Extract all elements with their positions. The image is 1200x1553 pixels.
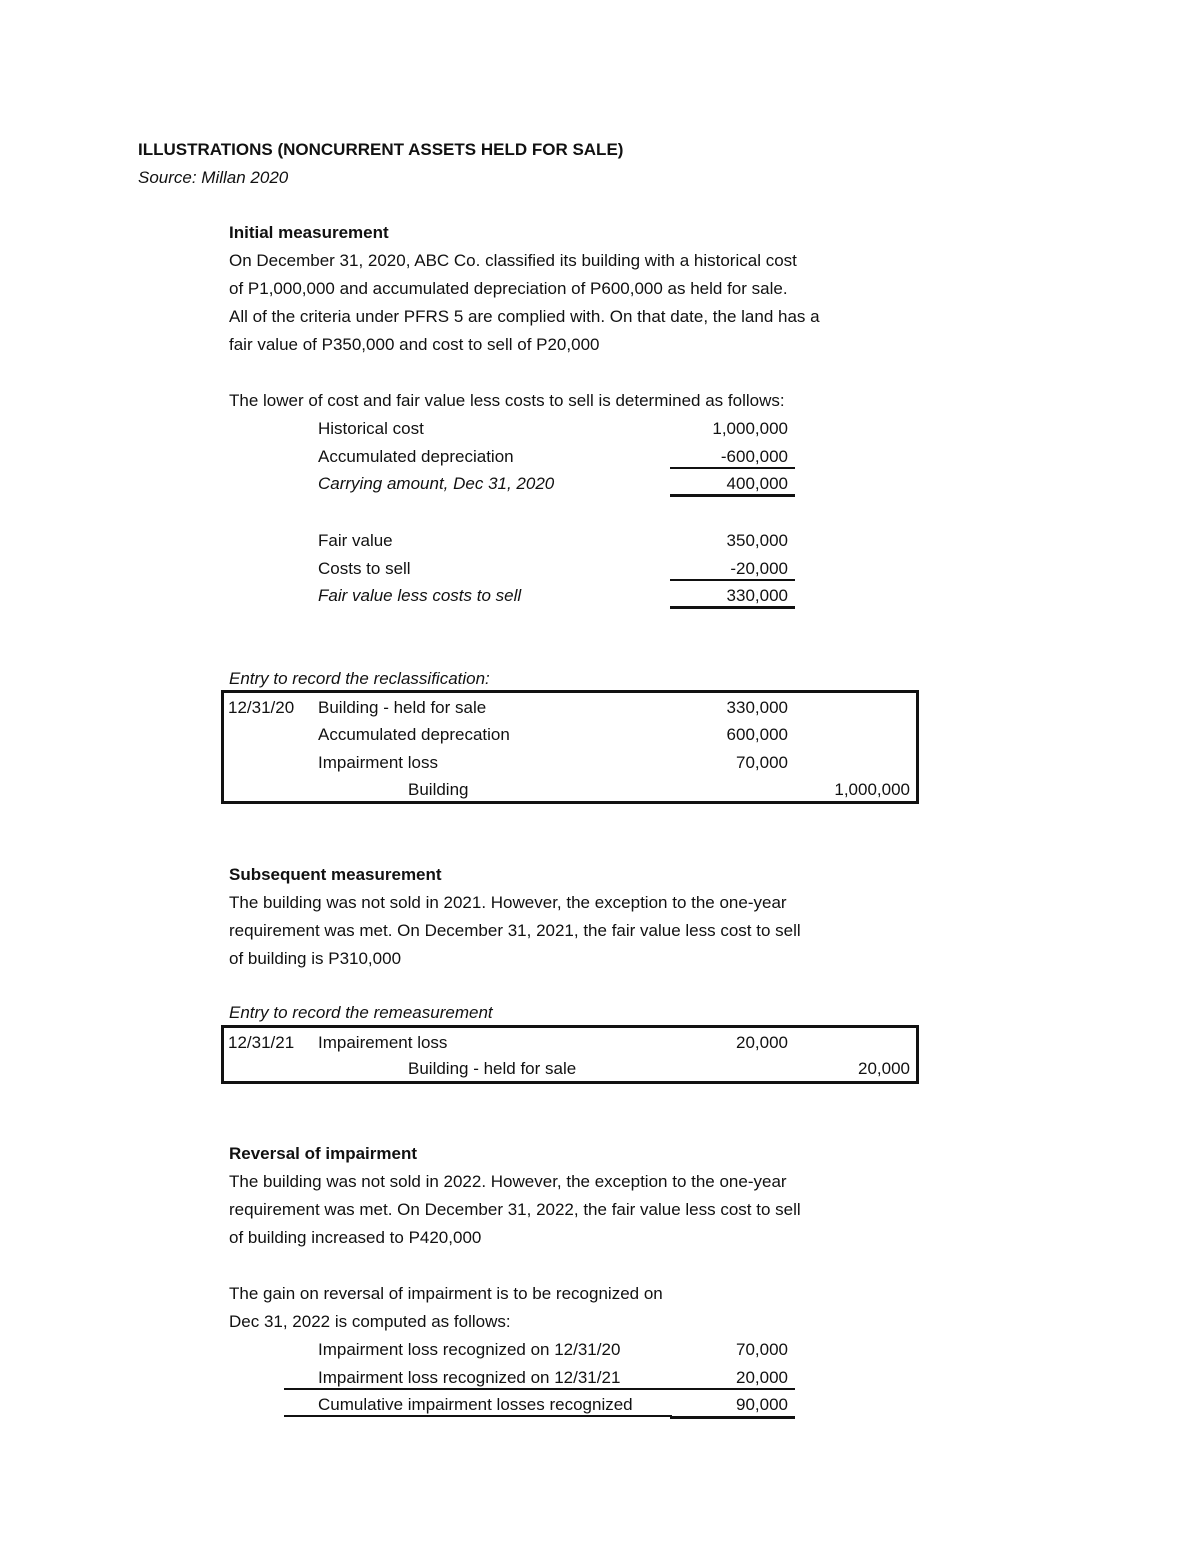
entry-date: 12/31/20 bbox=[228, 698, 295, 717]
entry-credit: 20,000 bbox=[858, 1059, 910, 1078]
entry-date: 12/31/21 bbox=[228, 1033, 295, 1052]
section-heading-reversal: Reversal of impairment bbox=[229, 1144, 418, 1163]
entry-credit: 1,000,000 bbox=[834, 780, 910, 799]
double-underline bbox=[670, 1416, 795, 1419]
paragraph-line: requirement was met. On December 31, 2022, the fair value less cost to sell bbox=[229, 1200, 801, 1219]
calc-label-historical-cost: Historical cost bbox=[318, 419, 424, 438]
calc-value-accum-depreciation: -600,000 bbox=[720, 447, 788, 466]
calc-value-fv-less-cts: 330,000 bbox=[726, 586, 788, 605]
calc-label-costs-to-sell: Costs to sell bbox=[318, 559, 411, 578]
entry-debit: 20,000 bbox=[736, 1033, 788, 1052]
entry-debit: 600,000 bbox=[726, 725, 788, 744]
calc-intro: The lower of cost and fair value less costs to sell is determined as follows: bbox=[229, 391, 785, 410]
paragraph-line: of P1,000,000 and accumulated depreciation of P600,000 as held for sale. bbox=[229, 279, 788, 298]
single-underline bbox=[670, 467, 795, 469]
calc-value-impairment-2020: 70,000 bbox=[736, 1340, 788, 1359]
entry-debit: 70,000 bbox=[736, 753, 788, 772]
section-heading-initial: Initial measurement bbox=[229, 223, 389, 242]
calc-value-impairment-2021: 20,000 bbox=[736, 1368, 788, 1387]
paragraph-line: The gain on reversal of impairment is to be recognized on bbox=[229, 1284, 663, 1303]
calc-value-cumulative: 90,000 bbox=[736, 1395, 788, 1414]
single-underline bbox=[284, 1388, 795, 1390]
document-title: ILLUSTRATIONS (NONCURRENT ASSETS HELD FOR SALE) bbox=[138, 140, 624, 159]
entry-title-remeasurement: Entry to record the remeasurement bbox=[229, 1003, 493, 1022]
calc-label-accum-depreciation: Accumulated depreciation bbox=[318, 447, 514, 466]
calc-value-carrying-amount: 400,000 bbox=[726, 474, 788, 493]
paragraph-line: On December 31, 2020, ABC Co. classified its building with a historical cost bbox=[229, 251, 797, 270]
paragraph-line: requirement was met. On December 31, 2021, the fair value less cost to sell bbox=[229, 921, 801, 940]
calc-label-fair-value: Fair value bbox=[318, 531, 393, 550]
section-heading-subsequent: Subsequent measurement bbox=[229, 865, 442, 884]
entry-account: Impairment loss bbox=[318, 753, 438, 772]
paragraph-line: All of the criteria under PFRS 5 are complied with. On that date, the land has a bbox=[229, 307, 820, 326]
double-underline bbox=[670, 494, 795, 497]
calc-value-costs-to-sell: -20,000 bbox=[730, 559, 788, 578]
calc-label-impairment-2021: Impairment loss recognized on 12/31/21 bbox=[318, 1368, 621, 1387]
calc-label-fv-less-cts: Fair value less costs to sell bbox=[318, 586, 522, 605]
entry-account: Building - held for sale bbox=[318, 698, 487, 717]
calc-value-fair-value: 350,000 bbox=[726, 531, 788, 550]
paragraph-line: The building was not sold in 2022. However, the exception to the one-year bbox=[229, 1172, 787, 1191]
entry-account-credit: Building bbox=[408, 780, 469, 799]
calc-value-historical-cost: 1,000,000 bbox=[712, 419, 788, 438]
paragraph-line: The building was not sold in 2021. However, the exception to the one-year bbox=[229, 893, 787, 912]
paragraph-line: fair value of P350,000 and cost to sell of P20,000 bbox=[229, 335, 600, 354]
entry-account: Accumulated deprecation bbox=[318, 725, 510, 744]
entry-account-credit: Building - held for sale bbox=[408, 1059, 577, 1078]
entry-account: Impairement loss bbox=[318, 1033, 448, 1052]
single-underline bbox=[670, 579, 795, 581]
paragraph-line: of building increased to P420,000 bbox=[229, 1228, 482, 1247]
calc-label-cumulative: Cumulative impairment losses recognized bbox=[318, 1395, 633, 1414]
entry-debit: 330,000 bbox=[726, 698, 788, 717]
single-underline bbox=[284, 1415, 672, 1417]
paragraph-line: of building is P310,000 bbox=[229, 949, 402, 968]
paragraph-line: Dec 31, 2022 is computed as follows: bbox=[229, 1312, 511, 1331]
entry-title-reclassification: Entry to record the reclassification: bbox=[229, 669, 490, 688]
calc-label-impairment-2020: Impairment loss recognized on 12/31/20 bbox=[318, 1340, 621, 1359]
calc-label-carrying-amount: Carrying amount, Dec 31, 2020 bbox=[318, 474, 555, 493]
source-citation: Source: Millan 2020 bbox=[138, 168, 289, 187]
double-underline bbox=[670, 606, 795, 609]
